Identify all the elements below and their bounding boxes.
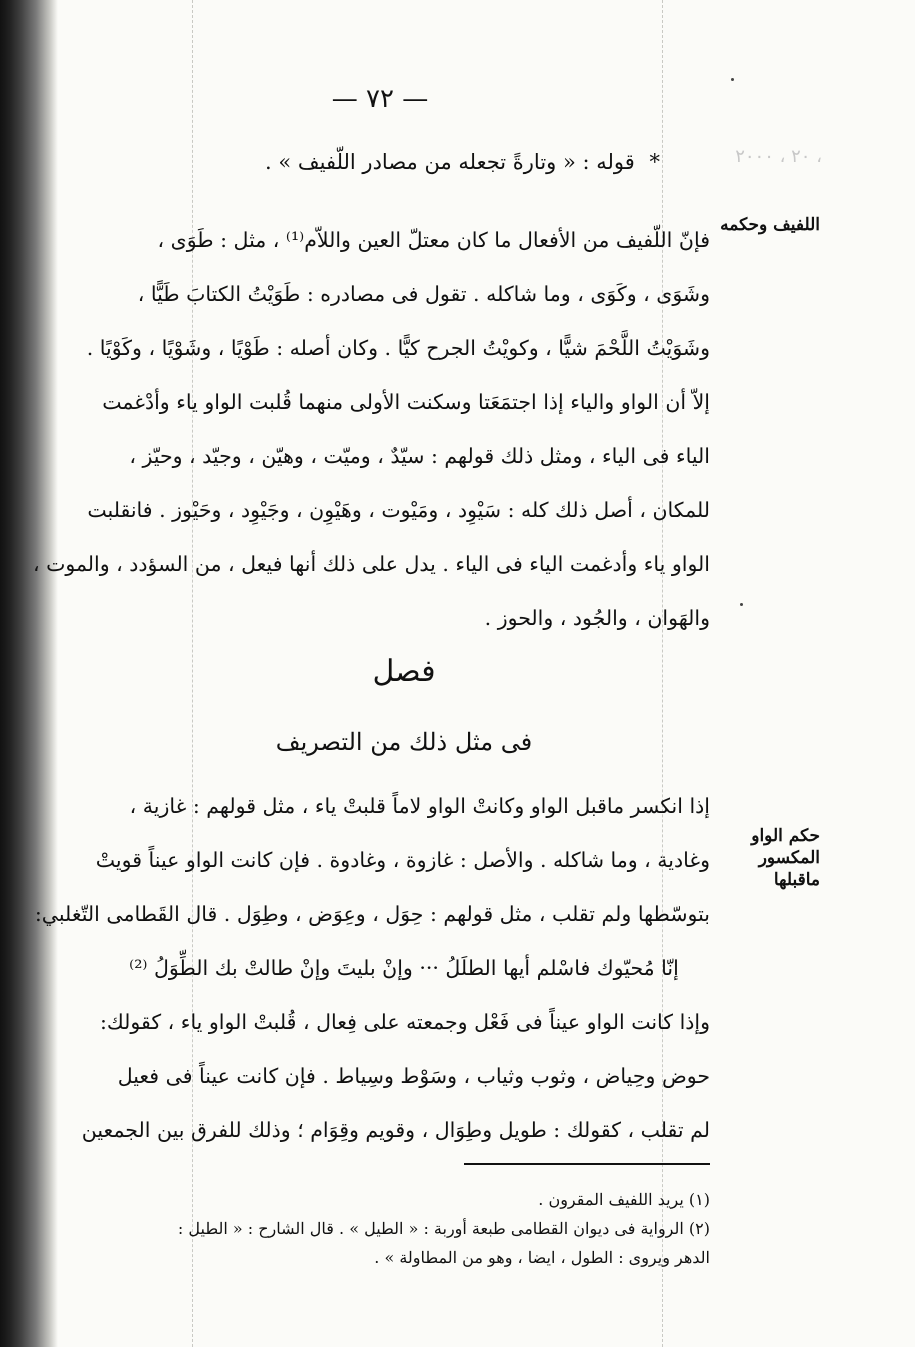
- text-line: والهَوان ، والجُود ، والحوز .: [484, 606, 710, 630]
- margin-note-line: المكسور: [758, 848, 820, 868]
- text-line: بتوسّطها ولم تقلب ، مثل قولهم : حِوَل ، وعِوَض ، وطِوَل . قال القَطامى التّغلبي:: [34, 902, 710, 926]
- text-line: وغادية ، وما شاكله . والأصل : غازوة ، وغادوة . فإن كانت الواو عيناً قويتْ: [95, 848, 710, 872]
- poetry-verse: إنّا مُحيّوك فاسْلم أيها الطلَلُ ··· وإنْ بليتَ وإنْ طالتْ بك الطِّوَلُ ⁽²⁾: [129, 956, 679, 980]
- margin-note-line: حكم الواو: [751, 826, 820, 846]
- footnote-line: (١) يريد اللفيف المقرون .: [538, 1190, 710, 1209]
- margin-note-waw-maksur: [720, 825, 820, 891]
- text-line: الياء فى الياء ، ومثل ذلك قولهم : سيّدٌ ، وميّت ، وهيّن ، وجيّد ، وحيّز ،: [129, 444, 710, 468]
- ink-speck: [731, 78, 734, 81]
- star-icon: *: [649, 150, 660, 174]
- footnote-line: (٢) الرواية فى ديوان القطامى طبعة أوربة : « الطيل » . قال الشارح : « الطيل :: [177, 1219, 710, 1238]
- ink-speck: [740, 603, 743, 606]
- text-line: الواو ياء وأدغمت الياء فى الياء . يدل على ذلك أنها فيعل ، من السؤدد ، والموت ،: [32, 552, 710, 576]
- paragraph-tasrif: [34, 779, 710, 1157]
- page-number: — ٧٢ —: [331, 84, 429, 114]
- faded-corner-text: ، ۲۰ ، ۲۰۰۰: [735, 146, 822, 167]
- text-line: إلاّ أن الواو والياء إذا اجتمَعَتا وسكنت الأولى منهما قُلبت الواو ياء وأدْغمت: [102, 390, 710, 414]
- text-line: إذا انكسر ماقبل الواو وكانتْ الواو لاماً قلبتْ ياء ، مثل قولهم : غازية ،: [129, 794, 710, 818]
- footnote-divider: [464, 1163, 710, 1165]
- text-line: وإذا كانت الواو عيناً فى فَعْل وجمعته على فِعال ، قُلبتْ الواو ياء ، كقولك:: [100, 1010, 710, 1034]
- paragraph-lafif: [32, 213, 710, 645]
- text-line: وشَوَى ، وكَوَى ، وما شاكله . تقول فى مصادره : طَوَيْتُ الكتابَ طَيًّا ،: [137, 282, 710, 306]
- footnote-line: الدهر ويروى : الطول ، ايضا ، وهو من المطاولة » .: [374, 1248, 710, 1267]
- text-line: للمكان ، أصل ذلك كله : سَيْوِد ، ومَيْوت ، وهَيْوِن ، وجَيْوِد ، وحَيْوز . فانقلبت: [87, 498, 710, 522]
- margin-note-lafif: اللفيف وحكمه: [720, 215, 820, 235]
- text-line: لم تقلب ، كقولك : طويل وطِوَال ، وقويم وقِوَام ؛ وذلك للفرق بين الجمعين: [81, 1118, 710, 1142]
- book-spine-shadow: [0, 0, 58, 1347]
- quote-heading: [240, 150, 660, 174]
- section-title: فصل: [372, 654, 436, 689]
- quote-text: قوله : « وتارةً تجعله من مصادر اللّفيف » .: [265, 150, 635, 174]
- text-line: حوض وحِياض ، وثوب وثياب ، وسَوْط وسِياط . فإن كانت عيناً فى فعيل: [117, 1064, 710, 1088]
- footnotes: [50, 1185, 710, 1272]
- text-line: فإنّ اللّفيف من الأفعال ما كان معتلّ العين واللاّم⁽¹⁾ ، مثل : طَوَى ،: [157, 228, 710, 252]
- margin-note-line: ماقبلها: [773, 870, 820, 890]
- text-line: وشَوَيْتُ اللَّحْمَ شيًّا ، وكويْتُ الجرح كيًّا . وكان أصله : طَوْيًا ، وشَوْيًا ، وكَوْيًا .: [86, 336, 710, 360]
- section-subtitle: فى مثل ذلك من التصريف: [275, 728, 533, 756]
